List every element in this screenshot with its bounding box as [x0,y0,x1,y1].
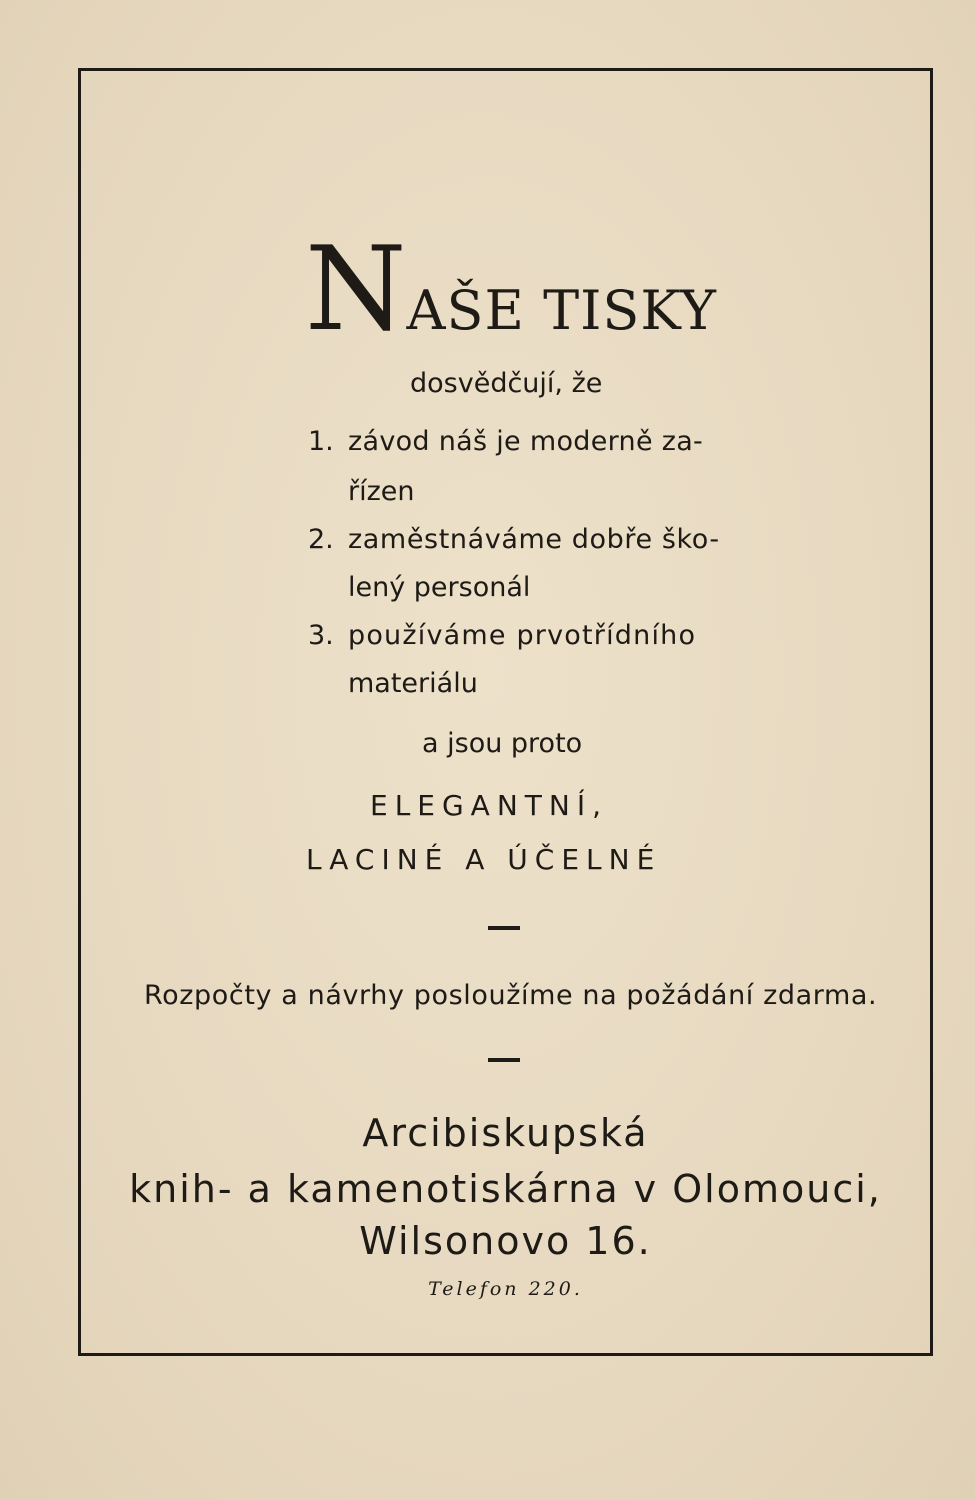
qualities-line-1: ELEGANTNÍ, [370,789,608,822]
list-item-line: řízen [348,476,415,507]
list-item-number: 1. [308,426,334,457]
qualities-line-2: LACINÉ A ÚČELNÉ [306,843,662,876]
list-item-number: 2. [308,524,334,555]
list-item-line: používáme prvotřídního [348,620,697,651]
list-item-line: závod náš je moderně za- [348,426,704,457]
title-rest: AŠE TISKY [406,279,717,342]
divider-dash [488,1058,520,1062]
firm-address: Wilsonovo 16. [359,1219,652,1263]
title-initial: N [305,222,407,357]
list-item-line: materiálu [348,668,478,699]
list-item-number: 3. [308,620,334,651]
page-title [305,222,717,357]
firm-name: Arcibiskupská [362,1111,649,1155]
conclusion-text: a jsou proto [422,728,583,759]
firm-phone: Telefon 220. [428,1278,583,1300]
list-item-line: lený personál [348,572,531,603]
offer-text: Rozpočty a návrhy posloužíme na požádání zdarma. [144,980,878,1011]
firm-type: knih- a kamenotiskárna v Olomouci, [129,1167,882,1211]
intro-text: dosvědčují, že [410,368,603,399]
list-item-line: zaměstnáváme dobře ško- [348,524,720,555]
divider-dash [488,926,520,930]
